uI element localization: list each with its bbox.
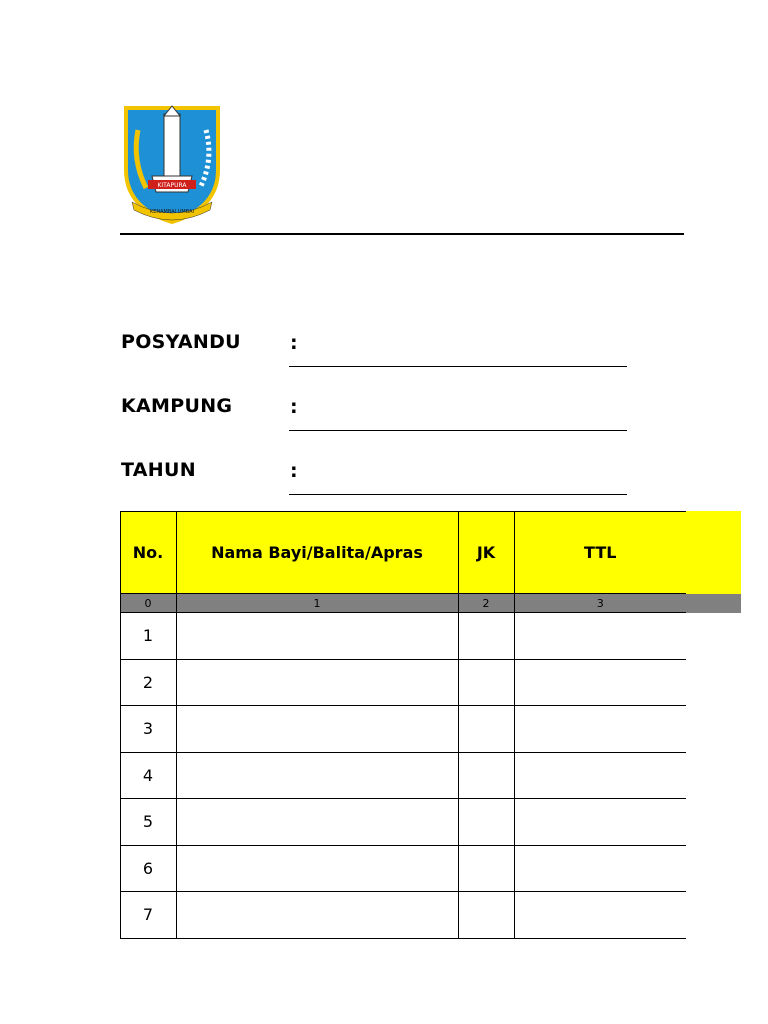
- jk-cell[interactable]: [458, 659, 514, 706]
- registration-table: [120, 511, 687, 939]
- table-row: [120, 752, 686, 799]
- header-no: No.: [120, 512, 176, 594]
- column-number: 1: [176, 594, 458, 613]
- header-nama: Nama Bayi/Balita/Apras: [176, 512, 458, 594]
- table-row: [120, 799, 686, 846]
- tahun-line[interactable]: [289, 494, 627, 495]
- column-number: 0: [120, 594, 176, 613]
- nama-cell[interactable]: [176, 706, 458, 753]
- nama-cell[interactable]: [176, 799, 458, 846]
- jk-cell[interactable]: [458, 892, 514, 939]
- ttl-cell[interactable]: [514, 799, 686, 846]
- nama-cell[interactable]: [176, 752, 458, 799]
- column-number: 2: [458, 594, 514, 613]
- tahun-colon: :: [290, 460, 298, 482]
- ttl-cell[interactable]: [514, 706, 686, 753]
- header-jk: JK: [458, 512, 514, 594]
- tahun-label: TAHUN: [121, 459, 196, 481]
- jk-cell[interactable]: [458, 752, 514, 799]
- kampung-colon: :: [290, 396, 298, 418]
- posyandu-label: POSYANDU: [121, 331, 241, 353]
- posyandu-line[interactable]: [289, 366, 627, 367]
- jk-cell[interactable]: [458, 845, 514, 892]
- header-divider: [120, 233, 684, 235]
- row-number: 4: [120, 752, 176, 799]
- row-number: 7: [120, 892, 176, 939]
- header-ttl: TTL: [514, 512, 686, 594]
- svg-text:KITAPURA: KITAPURA: [157, 182, 187, 189]
- ttl-cell[interactable]: [514, 845, 686, 892]
- row-number: 5: [120, 799, 176, 846]
- table-row: [120, 706, 686, 753]
- svg-text:KENAMBAI UMBAI: KENAMBAI UMBAI: [149, 209, 195, 215]
- ttl-cell[interactable]: [514, 892, 686, 939]
- nama-cell[interactable]: [176, 613, 458, 660]
- nama-cell[interactable]: [176, 659, 458, 706]
- table-row: [120, 845, 686, 892]
- row-number: 1: [120, 613, 176, 660]
- table-row: [120, 892, 686, 939]
- ttl-cell[interactable]: [514, 752, 686, 799]
- column-number: 3: [514, 594, 686, 613]
- jk-cell[interactable]: [458, 613, 514, 660]
- regency-logo: [122, 100, 222, 224]
- kampung-line[interactable]: [289, 430, 627, 431]
- posyandu-colon: :: [290, 332, 298, 354]
- nama-cell[interactable]: [176, 845, 458, 892]
- jk-cell[interactable]: [458, 799, 514, 846]
- ttl-cell[interactable]: [514, 613, 686, 660]
- row-number: 3: [120, 706, 176, 753]
- nama-cell[interactable]: [176, 892, 458, 939]
- kampung-label: KAMPUNG: [121, 395, 233, 417]
- row-number: 6: [120, 845, 176, 892]
- ttl-cell[interactable]: [514, 659, 686, 706]
- table-row: [120, 613, 686, 660]
- row-number: 2: [120, 659, 176, 706]
- column-number-row: [120, 594, 686, 613]
- jk-cell[interactable]: [458, 706, 514, 753]
- table-row: [120, 659, 686, 706]
- table-header-row: [120, 512, 686, 594]
